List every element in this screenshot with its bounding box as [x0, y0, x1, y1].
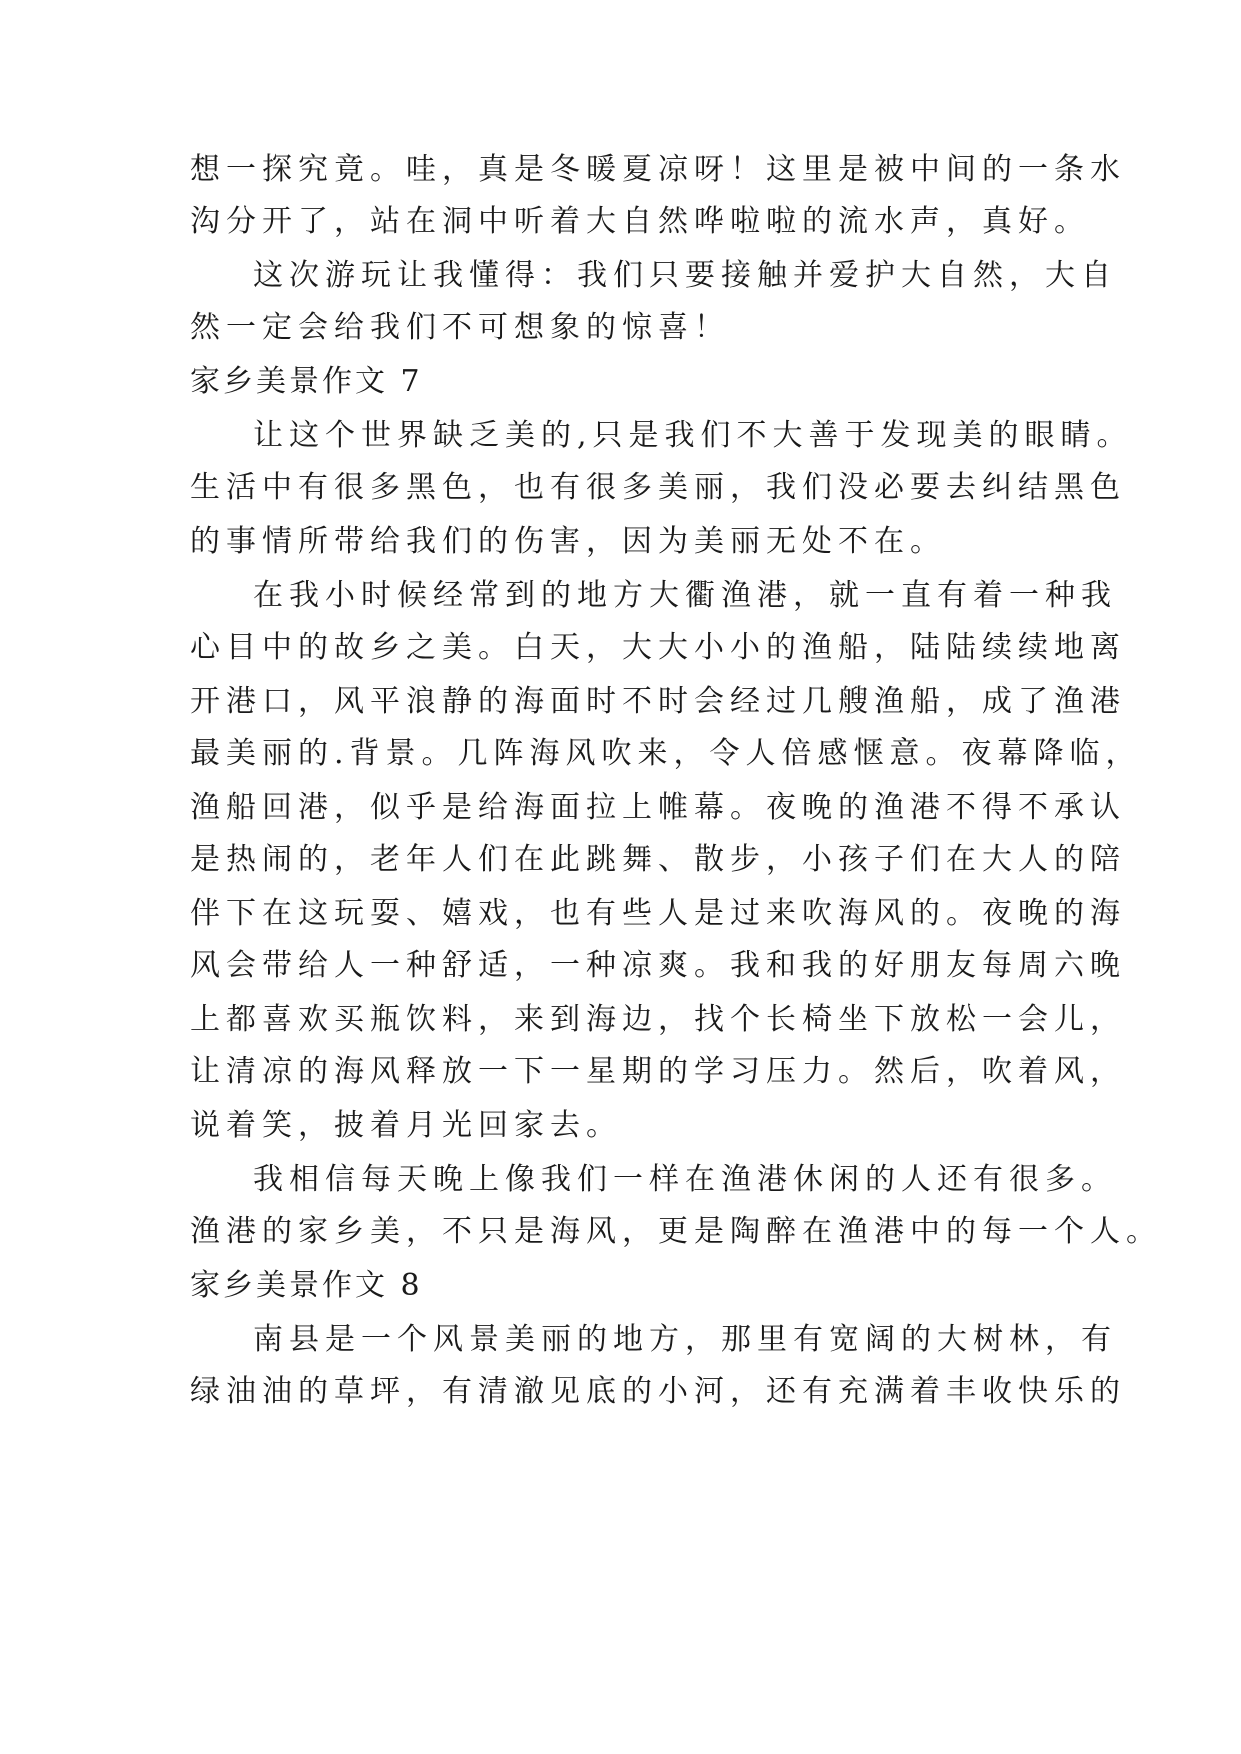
paragraph-line: 最美丽的.背景。几阵海风吹来，令人倍感惬意。夜幕降临， — [190, 736, 1142, 771]
paragraph-line: 生活中有很多黑色，也有很多美丽，我们没必要去纠结黑色 — [190, 470, 1126, 505]
paragraph-line: 这次游玩让我懂得：我们只要接触并爱护大自然，大自 — [253, 258, 1117, 293]
paragraph-line: 让这个世界缺乏美的,只是我们不大善于发现美的眼睛。 — [253, 418, 1133, 453]
paragraph-line: 开港口，风平浪静的海面时不时会经过几艘渔船，成了渔港 — [190, 684, 1126, 719]
section-heading: 家乡美景作文 7 — [190, 364, 423, 399]
section-heading: 家乡美景作文 8 — [190, 1268, 423, 1303]
paragraph-line: 我相信每天晚上像我们一样在渔港休闲的人还有很多。 — [253, 1162, 1117, 1197]
paragraph-line: 心目中的故乡之美。白天，大大小小的渔船，陆陆续续地离 — [190, 630, 1126, 665]
paragraph-line: 的事情所带给我们的伤害，因为美丽无处不在。 — [190, 524, 946, 559]
paragraph-line: 南县是一个风景美丽的地方，那里有宽阔的大树林，有 — [253, 1322, 1117, 1357]
paragraph-line: 是热闹的，老年人们在此跳舞、散步，小孩子们在大人的陪 — [190, 842, 1126, 877]
paragraph-line: 让清凉的海风释放一下一星期的学习压力。然后，吹着风， — [190, 1054, 1126, 1089]
paragraph-line: 渔港的家乡美，不只是海风，更是陶醉在渔港中的每一个人。 — [190, 1214, 1162, 1249]
paragraph-line: 在我小时候经常到的地方大衢渔港，就一直有着一种我 — [253, 578, 1117, 613]
paragraph-line: 想一探究竟。哇，真是冬暖夏凉呀！这里是被中间的一条水 — [190, 152, 1126, 187]
paragraph-line: 上都喜欢买瓶饮料，来到海边，找个长椅坐下放松一会儿， — [190, 1002, 1126, 1037]
paragraph-line: 然一定会给我们不可想象的惊喜！ — [190, 310, 730, 345]
paragraph-line: 伴下在这玩耍、嬉戏，也有些人是过来吹海风的。夜晚的海 — [190, 896, 1126, 931]
paragraph-line: 沟分开了，站在洞中听着大自然哗啦啦的流水声，真好。 — [190, 204, 1090, 239]
paragraph-line: 绿油油的草坪，有清澈见底的小河，还有充满着丰收快乐的 — [190, 1374, 1126, 1409]
paragraph-line: 渔船回港，似乎是给海面拉上帷幕。夜晚的渔港不得不承认 — [190, 790, 1126, 825]
paragraph-line: 说着笑，披着月光回家去。 — [190, 1108, 622, 1143]
paragraph-line: 风会带给人一种舒适，一种凉爽。我和我的好朋友每周六晚 — [190, 948, 1126, 983]
